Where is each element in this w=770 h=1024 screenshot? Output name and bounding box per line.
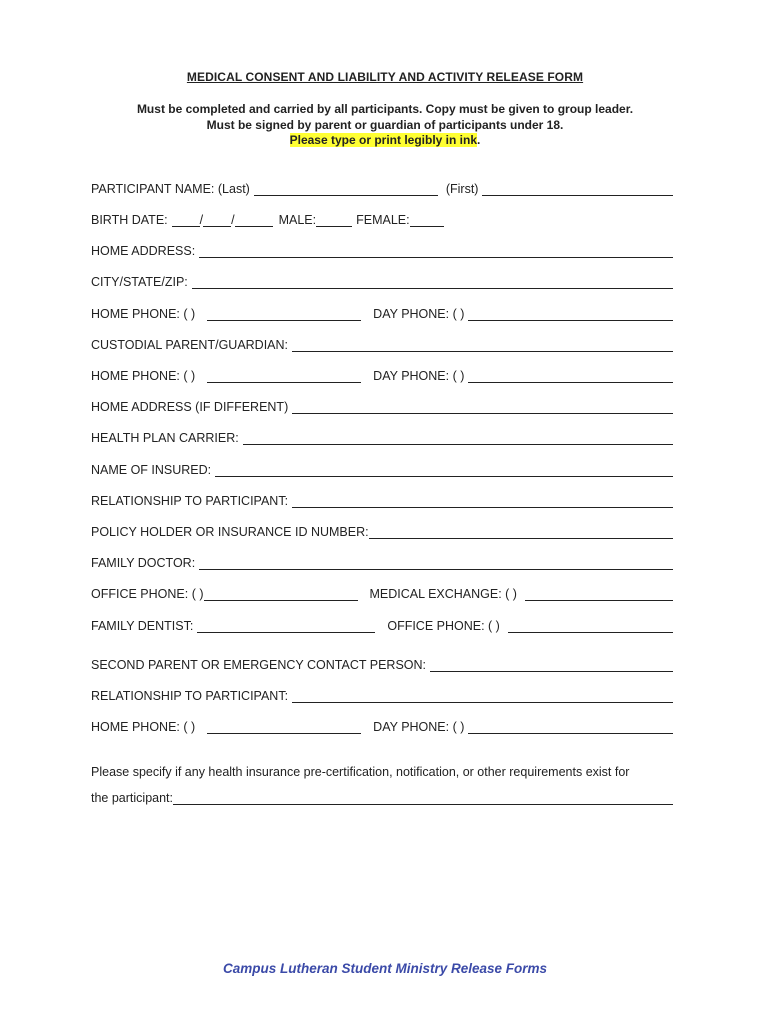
birth-date-row: BIRTH DATE: / / MALE: FEMALE: [91, 211, 673, 227]
office-phone-field-1[interactable] [204, 587, 358, 601]
family-dentist-field[interactable] [197, 619, 375, 633]
relationship-field-2[interactable] [292, 689, 673, 703]
home-address-row: HOME ADDRESS: [91, 242, 673, 258]
medical-exchange-field[interactable] [525, 587, 673, 601]
highlighted-instruction: Please type or print legibly in ink [289, 133, 478, 147]
birth-year-field[interactable] [235, 213, 273, 227]
relationship-row-1: RELATIONSHIP TO PARTICIPANT: [91, 492, 673, 508]
precert-row: the participant: [91, 789, 673, 805]
home-phone-field-2[interactable] [207, 369, 361, 383]
health-plan-field[interactable] [243, 431, 673, 445]
birth-month-field[interactable] [172, 213, 200, 227]
custodial-parent-field[interactable] [292, 338, 673, 352]
relationship-row-2: RELATIONSHIP TO PARTICIPANT: [91, 687, 673, 703]
home-address-field[interactable] [199, 244, 673, 258]
name-insured-field[interactable] [215, 463, 673, 477]
participant-name-row: PARTICIPANT NAME: (Last) (First) [91, 180, 673, 196]
custodial-parent-row: CUSTODIAL PARENT/GUARDIAN: [91, 336, 673, 352]
precert-text: Please specify if any health insurance pre-certification, notification, or other requirements exist for [91, 765, 630, 779]
footer-text: Campus Lutheran Student Ministry Release Forms [222, 961, 548, 976]
form-title: MEDICAL CONSENT AND LIABILITY AND ACTIVITY RELEASE FORM [186, 70, 584, 84]
participant-first-name-field[interactable] [482, 182, 673, 196]
phones-row-2: HOME PHONE: ( ) DAY PHONE: ( ) [91, 367, 673, 383]
home-phone-field-3[interactable] [207, 720, 361, 734]
name-insured-row: NAME OF INSURED: [91, 461, 673, 477]
instruction-line-1: Must be completed and carried by all participants. Copy must be given to group leader. [136, 102, 634, 116]
office-exchange-row: OFFICE PHONE: ( ) MEDICAL EXCHANGE: ( ) [91, 585, 673, 601]
phones-row-1: HOME PHONE: ( ) DAY PHONE: ( ) [91, 305, 673, 321]
family-dentist-row: FAMILY DENTIST: OFFICE PHONE: ( ) [91, 617, 673, 633]
office-phone-field-2[interactable] [508, 619, 673, 633]
city-state-zip-field[interactable] [192, 275, 673, 289]
day-phone-field-3[interactable] [468, 720, 673, 734]
family-doctor-field[interactable] [199, 556, 673, 570]
precert-field[interactable] [173, 791, 673, 805]
instruction-line-3: Please type or print legibly in ink. [289, 133, 481, 147]
home-address-diff-row: HOME ADDRESS (IF DIFFERENT) [91, 398, 673, 414]
home-phone-field-1[interactable] [207, 307, 361, 321]
day-phone-field-1[interactable] [468, 307, 673, 321]
day-phone-field-2[interactable] [468, 369, 673, 383]
phones-row-3: HOME PHONE: ( ) DAY PHONE: ( ) [91, 718, 673, 734]
participant-last-name-field[interactable] [254, 182, 438, 196]
birth-day-field[interactable] [203, 213, 231, 227]
city-state-zip-row: CITY/STATE/ZIP: [91, 273, 673, 289]
second-parent-row: SECOND PARENT OR EMERGENCY CONTACT PERSON: [91, 656, 673, 672]
health-plan-row: HEALTH PLAN CARRIER: [91, 429, 673, 445]
policy-holder-row: POLICY HOLDER OR INSURANCE ID NUMBER: [91, 523, 673, 539]
policy-holder-field[interactable] [369, 525, 673, 539]
second-parent-field[interactable] [430, 658, 673, 672]
home-address-diff-field[interactable] [292, 400, 673, 414]
relationship-field-1[interactable] [292, 494, 673, 508]
female-field[interactable] [410, 213, 444, 227]
male-field[interactable] [316, 213, 352, 227]
family-doctor-row: FAMILY DOCTOR: [91, 554, 673, 570]
instruction-line-2: Must be signed by parent or guardian of participants under 18. [206, 118, 564, 132]
